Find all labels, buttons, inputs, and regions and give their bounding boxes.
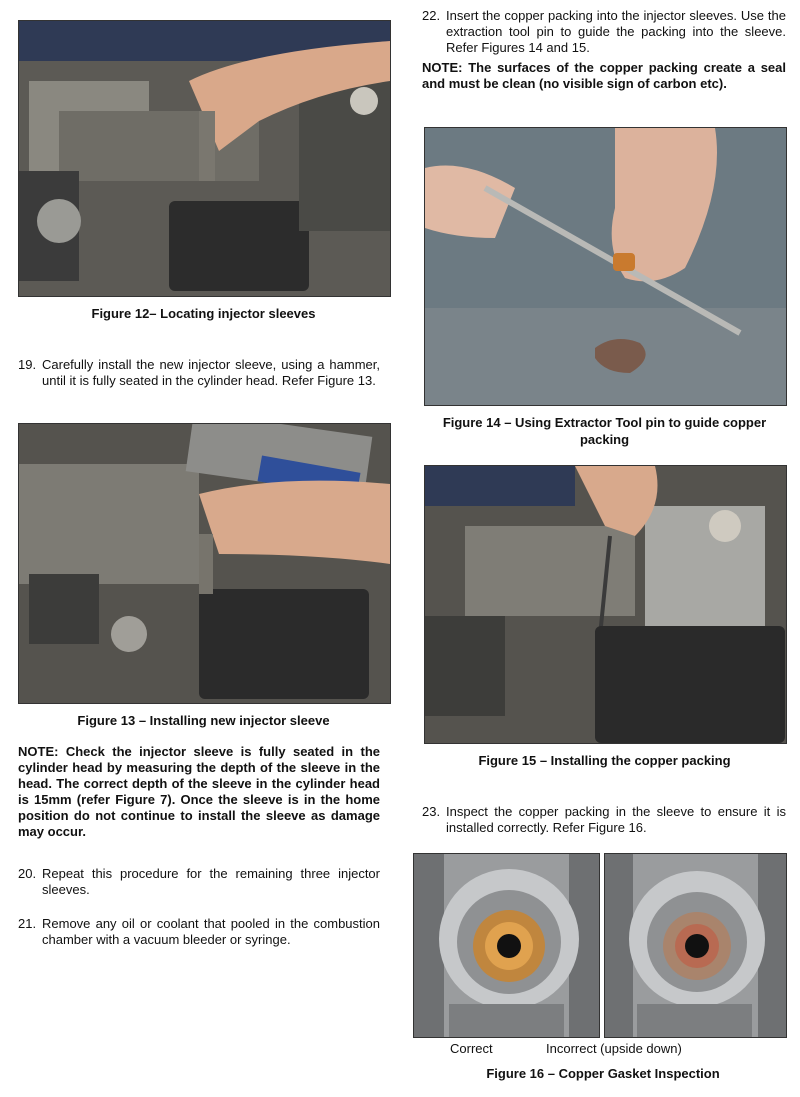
step-number: 20. xyxy=(18,866,37,881)
step-23 xyxy=(422,804,786,836)
figure-15-photo xyxy=(424,465,787,744)
figure-16-label-incorrect: Incorrect (upside down) xyxy=(546,1041,682,1056)
note-copper-clean: NOTE: The surfaces of the copper packing create a seal and must be clean (no visible sign of carbon etc). xyxy=(422,60,786,91)
note-sleeve-depth: NOTE: Check the injector sleeve is fully seated in the cylinder head by measuring the depth of the sleeve in the head. The correct depth of the sleeve in the cylinder head is 15mm (refer Figure 7). Once the sleeve is in the home position do not continue to install the sleeve as damage may occur. xyxy=(18,744,380,839)
figure-14-photo xyxy=(424,127,787,406)
figure-16-photo-correct xyxy=(413,853,600,1038)
step-19 xyxy=(18,357,380,389)
step-number: 22. xyxy=(422,8,441,23)
step-text: Repeat this procedure for the remaining three injector sleeves. xyxy=(42,866,380,897)
figure-13-photo xyxy=(18,423,391,704)
step-number: 23. xyxy=(422,804,441,819)
step-number: 21. xyxy=(18,916,37,931)
step-20 xyxy=(18,866,380,898)
figure-13-caption: Figure 13 – Installing new injector sleeve xyxy=(77,713,330,728)
figure-16-photo-incorrect xyxy=(604,853,787,1038)
step-21 xyxy=(18,916,380,948)
figure-16-caption: Figure 16 – Copper Gasket Inspection xyxy=(486,1066,720,1081)
step-text: Insert the copper packing into the injector sleeves. Use the extraction tool pin to guide the packing into the sleeve. Refer Figures 14 and 15. xyxy=(446,8,786,55)
step-22 xyxy=(422,8,786,56)
figure-12-photo xyxy=(18,20,391,297)
step-text: Carefully install the new injector sleeve, using a hammer, until it is fully seated in the cylinder head. Refer Figure 13. xyxy=(42,357,380,388)
figure-15-caption: Figure 15 – Installing the copper packing xyxy=(478,753,731,768)
step-number: 19. xyxy=(18,357,37,372)
figure-14-caption: Figure 14 – Using Extractor Tool pin to guide copper packing xyxy=(442,415,767,447)
step-text: Remove any oil or coolant that pooled in the combustion chamber with a vacuum bleeder or syringe. xyxy=(42,916,380,947)
figure-16-label-correct: Correct xyxy=(450,1041,493,1056)
step-text: Inspect the copper packing in the sleeve to ensure it is installed correctly. Refer Figure 16. xyxy=(446,804,786,835)
figure-12-caption: Figure 12– Locating injector sleeves xyxy=(91,306,316,321)
